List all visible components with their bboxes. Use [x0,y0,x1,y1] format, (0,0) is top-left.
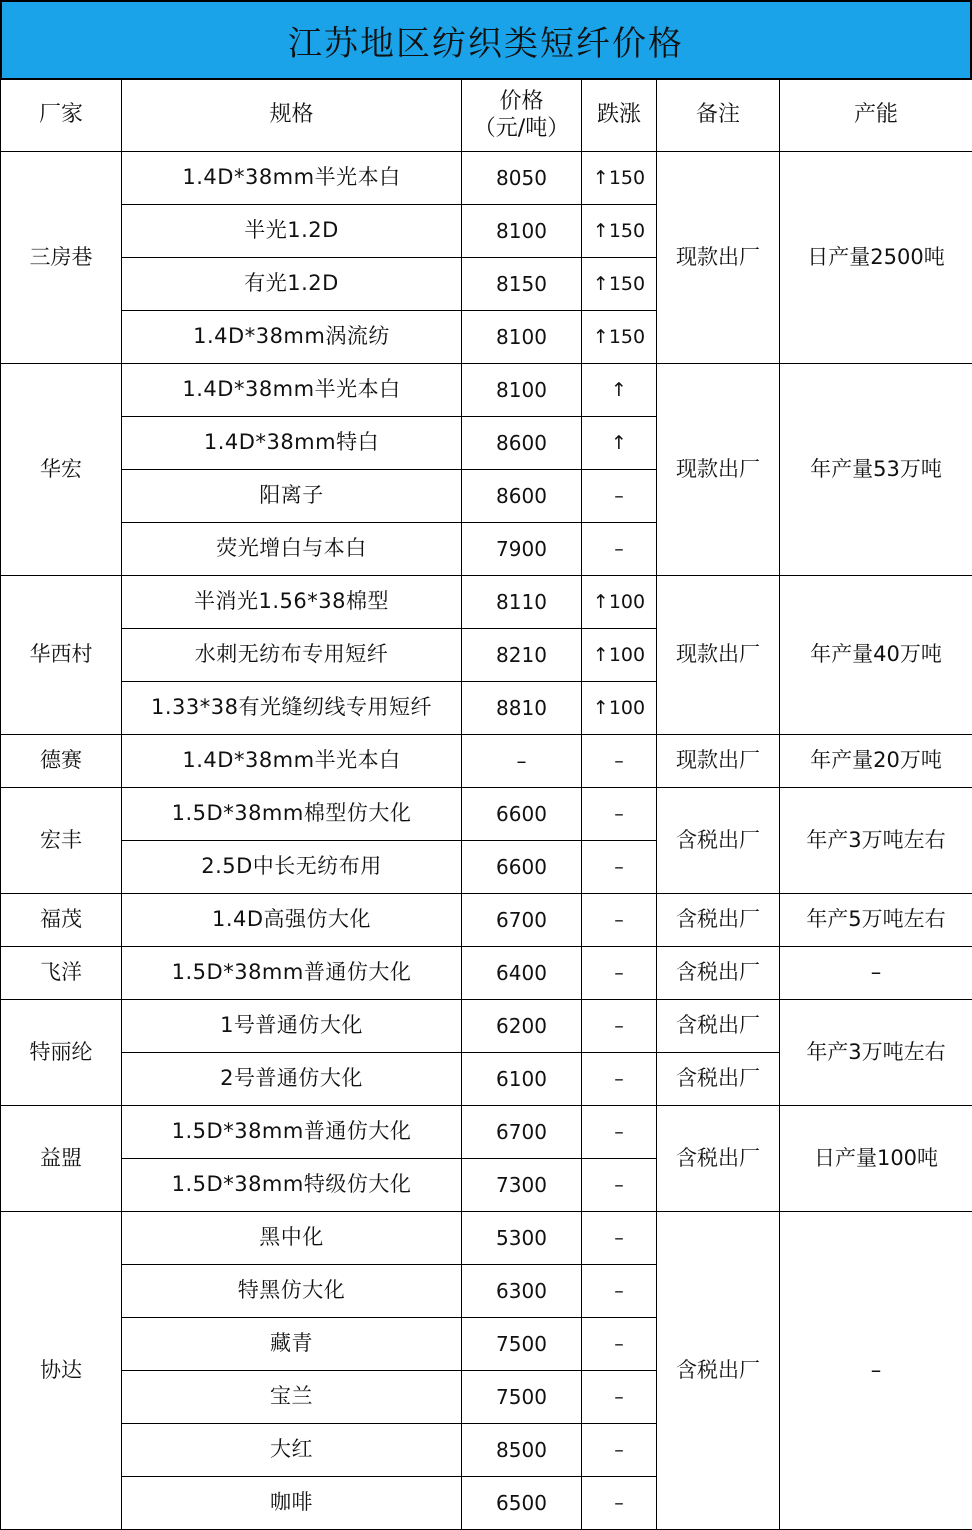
change-cell: – [582,1424,657,1477]
header-spec: 规格 [122,80,462,152]
header-change: 跌涨 [582,80,657,152]
change-cell: ↑150 [582,311,657,364]
price-cell: – [462,735,582,788]
spec-cell: 1.33*38有光缝纫线专用短纤 [122,682,462,735]
table-row [1,1106,972,1159]
price-cell: 6200 [462,1000,582,1053]
change-cell: ↑ [582,417,657,470]
spec-cell: 1.5D*38mm棉型仿大化 [122,788,462,841]
note-cell: 含税出厂 [657,947,780,1000]
spec-cell: 水刺无纺布专用短纤 [122,629,462,682]
change-cell: ↑100 [582,629,657,682]
capacity-cell: – [780,1212,972,1530]
change-cell: – [582,1053,657,1106]
factory-cell: 德赛 [1,735,122,788]
change-cell: – [582,1212,657,1265]
change-cell: ↑150 [582,205,657,258]
note-cell: 含税出厂 [657,1000,780,1053]
capacity-cell: 日产量100吨 [780,1106,972,1212]
spec-cell: 咖啡 [122,1477,462,1530]
spec-cell: 宝兰 [122,1371,462,1424]
change-cell: ↑150 [582,258,657,311]
spec-cell: 藏青 [122,1318,462,1371]
table-row [1,1212,972,1265]
capacity-cell: 年产3万吨左右 [780,788,972,894]
capacity-cell: 年产量53万吨 [780,364,972,576]
spec-cell: 1.4D*38mm涡流纺 [122,311,462,364]
factory-cell: 三房巷 [1,152,122,364]
page-title: 江苏地区纺织类短纤价格 [0,0,972,80]
factory-cell: 华西村 [1,576,122,735]
spec-cell: 1.4D高强仿大化 [122,894,462,947]
price-cell: 7500 [462,1318,582,1371]
header-factory: 厂家 [1,80,122,152]
table-row [1,364,972,417]
table-row [1,1000,972,1053]
factory-cell: 飞洋 [1,947,122,1000]
change-cell: – [582,1318,657,1371]
change-cell: – [582,947,657,1000]
header-capacity: 产能 [780,80,972,152]
table-row [1,947,972,1000]
capacity-cell: 日产量2500吨 [780,152,972,364]
note-cell: 含税出厂 [657,894,780,947]
spec-cell: 1.4D*38mm半光本白 [122,364,462,417]
price-cell: 6300 [462,1265,582,1318]
price-cell: 8110 [462,576,582,629]
price-cell: 8100 [462,205,582,258]
header-price-line1: 价格 [499,89,544,115]
change-cell: – [582,1000,657,1053]
spec-cell: 大红 [122,1424,462,1477]
change-cell: – [582,1371,657,1424]
change-cell: – [582,470,657,523]
price-cell: 6500 [462,1477,582,1530]
header-price [462,80,582,152]
spec-cell: 半光1.2D [122,205,462,258]
price-cell: 6400 [462,947,582,1000]
price-cell: 8600 [462,470,582,523]
spec-cell: 1.5D*38mm特级仿大化 [122,1159,462,1212]
spec-cell: 1.4D*38mm半光本白 [122,152,462,205]
price-cell: 6600 [462,788,582,841]
change-cell: – [582,735,657,788]
spec-cell: 特黑仿大化 [122,1265,462,1318]
price-cell: 7500 [462,1371,582,1424]
note-cell: 含税出厂 [657,1212,780,1530]
capacity-cell: 年产量20万吨 [780,735,972,788]
price-cell: 8100 [462,311,582,364]
price-cell: 8100 [462,364,582,417]
change-cell: – [582,523,657,576]
table-row [1,152,972,205]
price-cell: 6600 [462,841,582,894]
change-cell: – [582,1159,657,1212]
spec-cell: 2.5D中长无纺布用 [122,841,462,894]
note-cell: 含税出厂 [657,1053,780,1106]
table-row [1,735,972,788]
note-cell: 现款出厂 [657,364,780,576]
price-table [0,79,972,1530]
spec-cell: 1.4D*38mm特白 [122,417,462,470]
spec-cell: 1.5D*38mm普通仿大化 [122,1106,462,1159]
change-cell: – [582,1477,657,1530]
capacity-cell: 年产量40万吨 [780,576,972,735]
factory-cell: 宏丰 [1,788,122,894]
spec-cell: 1号普通仿大化 [122,1000,462,1053]
spec-cell: 黑中化 [122,1212,462,1265]
header-note: 备注 [657,80,780,152]
price-cell: 7300 [462,1159,582,1212]
change-cell: ↑100 [582,682,657,735]
change-cell: ↑ [582,364,657,417]
note-cell: 含税出厂 [657,788,780,894]
table-row [1,788,972,841]
change-cell: – [582,1265,657,1318]
spec-cell: 阳离子 [122,470,462,523]
spec-cell: 荧光增白与本白 [122,523,462,576]
change-cell: – [582,841,657,894]
factory-cell: 华宏 [1,364,122,576]
price-cell: 6700 [462,894,582,947]
factory-cell: 益盟 [1,1106,122,1212]
spec-cell: 2号普通仿大化 [122,1053,462,1106]
spec-cell: 半消光1.56*38棉型 [122,576,462,629]
price-cell: 8210 [462,629,582,682]
capacity-cell: 年产5万吨左右 [780,894,972,947]
note-cell: 现款出厂 [657,152,780,364]
spec-cell: 1.4D*38mm半光本白 [122,735,462,788]
spec-cell: 有光1.2D [122,258,462,311]
change-cell: ↑100 [582,576,657,629]
change-cell: – [582,1106,657,1159]
change-cell: – [582,788,657,841]
price-cell: 8150 [462,258,582,311]
price-cell: 5300 [462,1212,582,1265]
change-cell: ↑150 [582,152,657,205]
price-cell: 8810 [462,682,582,735]
header-row [1,80,972,152]
price-cell: 8050 [462,152,582,205]
change-cell: – [582,894,657,947]
spec-cell: 1.5D*38mm普通仿大化 [122,947,462,1000]
price-cell: 7900 [462,523,582,576]
factory-cell: 福茂 [1,894,122,947]
table-row [1,894,972,947]
capacity-cell: – [780,947,972,1000]
note-cell: 含税出厂 [657,1106,780,1212]
price-cell: 6100 [462,1053,582,1106]
note-cell: 现款出厂 [657,576,780,735]
price-cell: 6700 [462,1106,582,1159]
factory-cell: 协达 [1,1212,122,1530]
table-row [1,576,972,629]
header-price-line2: （元/吨） [473,115,570,141]
note-cell: 现款出厂 [657,735,780,788]
price-cell: 8500 [462,1424,582,1477]
price-cell: 8600 [462,417,582,470]
capacity-cell: 年产3万吨左右 [780,1000,972,1106]
factory-cell: 特丽纶 [1,1000,122,1106]
